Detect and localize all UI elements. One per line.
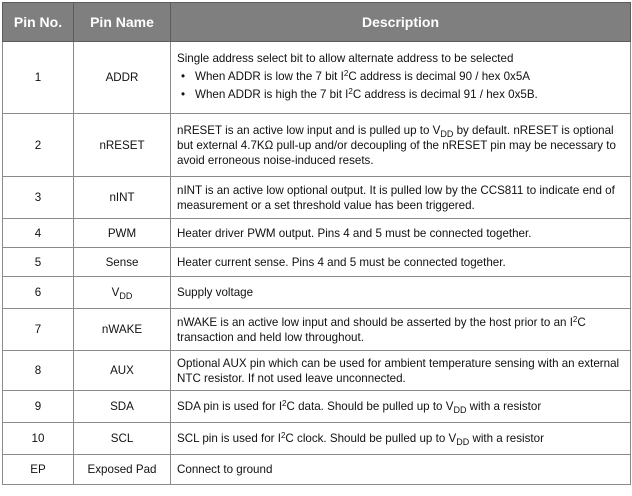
bullet-text: When ADDR is high the 7 bit I: [195, 88, 349, 101]
pin-name: nWAKE: [74, 309, 171, 351]
pin-number: 5: [3, 248, 74, 277]
table-row: [3, 114, 631, 177]
description-intro: Single address select bit to allow alternate address to be selected: [177, 52, 514, 65]
pin-name: SDA: [74, 391, 171, 423]
bullet-icon: •: [181, 70, 186, 83]
pin-name: ADDR: [74, 42, 171, 114]
pin-number: 8: [3, 351, 74, 391]
pin-description: Optional AUX pin which can be used for ambient temperature sensing with an external NTC resistor. If not used leave unconnected.: [171, 351, 631, 391]
table-row: [3, 423, 631, 455]
pin-description: [171, 423, 631, 455]
pin-name: [74, 277, 171, 309]
pin-description: [171, 114, 631, 177]
superscript: 2: [343, 69, 349, 78]
table-row: [3, 391, 631, 423]
pin-number: 6: [3, 277, 74, 309]
table-row: [3, 177, 631, 219]
table-header-row: [3, 3, 631, 42]
pin-number: 3: [3, 177, 74, 219]
description-text: with a resistor: [466, 400, 542, 413]
pin-description: [171, 391, 631, 423]
pin-description: Heater driver PWM output. Pins 4 and 5 must be connected together.: [171, 219, 631, 248]
table-row: [3, 277, 631, 309]
description-text: SDA pin is used for I: [177, 400, 283, 413]
table-row: [3, 455, 631, 485]
superscript: 2: [572, 314, 578, 324]
pin-name: nRESET: [74, 114, 171, 177]
table-row: [3, 309, 631, 351]
pin-number: 4: [3, 219, 74, 248]
header-description: Description: [171, 3, 631, 42]
pin-number: 1: [3, 42, 74, 114]
pin-description: [171, 42, 631, 114]
superscript: 2: [280, 431, 286, 440]
pin-name: AUX: [74, 351, 171, 391]
bullet-text: When ADDR is low the 7 bit I: [195, 70, 344, 83]
table-row: [3, 42, 631, 114]
description-text: C clock. Should be pulled up to V: [285, 432, 457, 445]
list-item: [181, 68, 624, 86]
bullet-text: C address is decimal 90 / hex 0x5A: [348, 70, 531, 83]
pin-number: 9: [3, 391, 74, 423]
bullet-icon: •: [181, 88, 186, 101]
bullet-text: C address is decimal 91 / hex 0x5B.: [352, 88, 538, 101]
pin-description: Heater current sense. Pins 4 and 5 must be connected together.: [171, 248, 631, 277]
pin-name: PWM: [74, 219, 171, 248]
subscript: DD: [456, 437, 470, 447]
pin-number: 10: [3, 423, 74, 455]
superscript: 2: [348, 87, 353, 96]
pin-description: Supply voltage: [171, 277, 631, 309]
description-text: C transaction and held low throughout.: [177, 315, 586, 344]
pin-description: [171, 309, 631, 351]
description-text: nRESET is an active low input and is pulled up to V: [177, 123, 441, 137]
pin-name: Exposed Pad: [74, 455, 171, 485]
pin-number: EP: [3, 455, 74, 485]
subscript: DD: [119, 291, 133, 301]
table-row: [3, 248, 631, 277]
pin-description-table: [2, 2, 631, 485]
subscript: DD: [440, 128, 454, 139]
pin-number: 2: [3, 114, 74, 177]
table-row: [3, 351, 631, 391]
description-text: nWAKE is an active low input and should be asserted by the host prior to an I: [177, 315, 573, 329]
superscript: 2: [282, 399, 287, 408]
bullet-list: [177, 68, 624, 104]
header-pin-name: Pin Name: [74, 3, 171, 42]
pin-name: nINT: [74, 177, 171, 219]
header-pin-no: Pin No.: [3, 3, 74, 42]
table-row: [3, 219, 631, 248]
pin-name: Sense: [74, 248, 171, 277]
pin-number: 7: [3, 309, 74, 351]
pin-description: Connect to ground: [171, 455, 631, 485]
pin-description: nINT is an active low optional output. It is pulled low by the CCS811 to indicate end of measurement or a set threshold value has been triggered.: [171, 177, 631, 219]
pin-name: SCL: [74, 423, 171, 455]
list-item: [181, 86, 624, 104]
description-text: SCL pin is used for I: [177, 432, 281, 445]
subscript: DD: [453, 405, 467, 415]
pin-name-text: V: [111, 286, 120, 299]
description-text: by default. nRESET is optional but external 4.7KΩ pull-up and/or decoupling of the nRESET pin may be necessary to avoid erroneous noise-induced resets.: [177, 123, 616, 167]
description-text: C data. Should be pulled up to V: [286, 400, 454, 413]
description-text: with a resistor: [469, 432, 544, 445]
